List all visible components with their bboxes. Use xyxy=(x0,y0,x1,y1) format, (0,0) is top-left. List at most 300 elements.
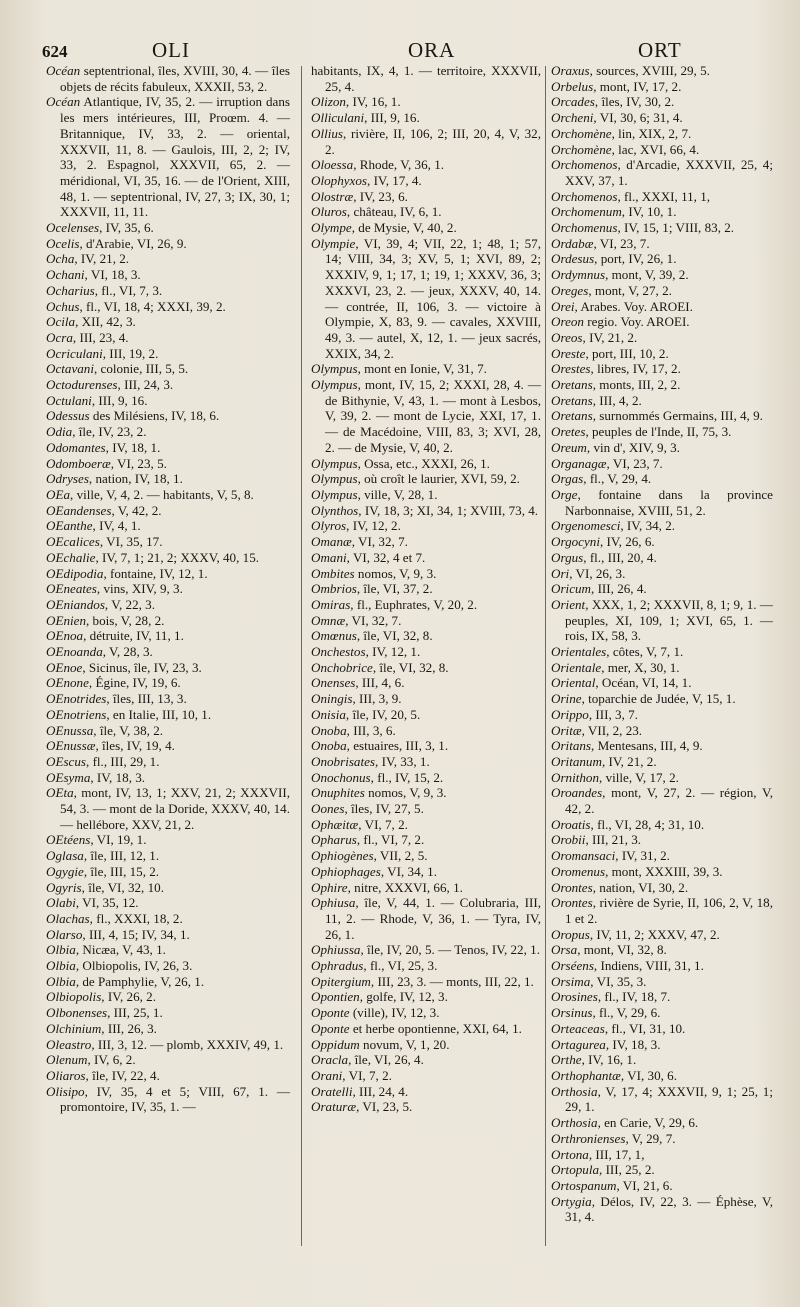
index-entry-references: , où croît le laurier, XVI, 59, 2. xyxy=(357,471,520,487)
index-entry-references: , mont, XXXIII, 39, 3. xyxy=(605,863,723,879)
index-entry-term: OEnotriens xyxy=(46,706,107,722)
index-entry-term: Oretans xyxy=(551,392,593,408)
index-entry-references: , ville, V, 28, 1. xyxy=(357,486,438,502)
index-entry-references: , III, 4, 15; IV, 34, 1. xyxy=(82,926,190,942)
index-entry xyxy=(551,251,773,267)
index-entry-term: Orani xyxy=(311,1068,343,1083)
index-entry-term: OEa xyxy=(46,486,71,502)
index-entry xyxy=(551,110,773,126)
index-entry-term: Orontes xyxy=(551,879,593,895)
index-entry-term: Oropus xyxy=(551,926,590,942)
index-entry-term: Oritanum xyxy=(551,753,602,769)
index-entry-references: , nation, IV, 18, 1. xyxy=(88,471,183,487)
index-entry-references: , III, 3, 12. — plomb, XXXIV, 49, 1. xyxy=(91,1036,284,1052)
index-entry-references: , III, 24, 4. xyxy=(352,1083,409,1099)
index-entry-references: , IV, 12, 2. xyxy=(346,518,401,534)
index-entry-term: Ortona xyxy=(551,1146,589,1162)
index-entry xyxy=(46,251,290,267)
index-entry xyxy=(551,817,773,833)
index-entry xyxy=(551,267,773,283)
index-entry-references: , IV, 17, 4. xyxy=(367,172,422,188)
index-entry xyxy=(46,377,290,393)
index-entry-term: Olisipo xyxy=(46,1083,85,1099)
index-entry-term: Ocha xyxy=(46,251,75,267)
index-entry-term: Oloessa xyxy=(311,157,354,173)
index-entry-references: , Océan, VI, 14, 1. xyxy=(595,675,692,691)
index-entry-references: , monts, III, 2, 2. xyxy=(592,377,681,393)
index-entry-references: , île, VI, 26, 4. xyxy=(348,1052,424,1068)
index-entry-term: Oreges xyxy=(551,282,589,298)
index-entry xyxy=(311,880,541,896)
index-entry-references: , VI, 21, 6. xyxy=(616,1177,673,1193)
index-entry-term: Olbiopolis xyxy=(46,989,102,1005)
index-entry-term: Orthronienses xyxy=(551,1130,626,1146)
index-entry-references: , IV, 6, 2. xyxy=(87,1052,136,1068)
index-entry-references: nomos, V, 9, 3. xyxy=(364,785,447,801)
index-entry-term: Olliculani xyxy=(311,110,365,126)
index-entry-references: , fl., VI, 28, 4; 31, 10. xyxy=(590,816,705,832)
index-entry xyxy=(311,110,541,126)
index-entry xyxy=(551,1005,773,1021)
index-entry-references: et herbe opontienne, XXI, 64, 1. xyxy=(349,1020,522,1036)
index-entry xyxy=(551,471,773,487)
index-entry-references: , île, V, 38, 2. xyxy=(93,722,164,738)
index-entry xyxy=(551,675,773,691)
index-entry-references: Atlantique, IV, 35, 2. — irruption dans les mers intérieures, III, Proœm. 4. — Britannique, IV, 33, 2. — oriental, XXXVII, 11, 8. — Gaulois, III, 2, 2; IV, 33, 2. Espagnol, XXXVII, 65, 2. — méridional, VI, 35, 16. — de l'Orient, XIII, 48, 1. — septentrional, IV, 27, 3; IX, 30, 1; XXXVII, 11, 11. xyxy=(60,94,290,220)
index-entry xyxy=(311,958,541,974)
index-entry xyxy=(551,738,773,754)
index-entry-references: , fl., VI, 31, 10. xyxy=(604,1020,686,1036)
index-entry-term: Orientales xyxy=(551,644,607,660)
index-entry xyxy=(551,330,773,346)
page-number: 624 xyxy=(42,42,68,61)
index-entry-term: Ocharius xyxy=(46,282,95,298)
running-head-center: ORA xyxy=(408,38,456,62)
index-entry xyxy=(551,1162,773,1178)
index-entry-term: Opontien xyxy=(311,989,360,1005)
index-entry-references: , ville, V, 17, 2. xyxy=(599,769,679,785)
index-entry xyxy=(311,1005,541,1021)
index-entry-references: , IV, 21, 2. xyxy=(601,753,657,769)
index-entry xyxy=(551,864,773,880)
index-entry-term: Ophiophages xyxy=(311,863,381,879)
index-entry-term: Oluros xyxy=(311,204,347,220)
index-entry-term: Ordesus xyxy=(551,251,595,267)
index-entry-term: Omnæ xyxy=(311,612,346,628)
index-entry-term: Omiras xyxy=(311,596,351,612)
index-entry-term: Onobrisates xyxy=(311,753,376,769)
index-entry-term: Olbonenses xyxy=(46,1005,108,1021)
index-entry-term: Orgocyni xyxy=(551,534,600,550)
index-entry-term: Olympus xyxy=(311,471,358,487)
index-entry xyxy=(551,361,773,377)
index-entry-term: Organagæ xyxy=(551,455,607,471)
index-entry-references: , III, 24, 3. xyxy=(117,377,174,393)
index-entry-term: Onochonus xyxy=(311,769,371,785)
index-entry-references: , VI, 23, 5. xyxy=(110,455,167,471)
index-entry-references: , IV, 11, 2; XXXV, 47, 2. xyxy=(589,926,720,942)
index-entry-term: Orchomène xyxy=(551,125,612,141)
index-entry-term: Ogygie xyxy=(46,863,84,879)
index-entry-references: , IV, 33, 1. xyxy=(375,753,430,769)
index-entry-term: Octodurenses xyxy=(46,377,118,393)
index-entry xyxy=(311,832,541,848)
index-entry-term: Onuphites xyxy=(311,785,365,801)
index-entry xyxy=(311,660,541,676)
index-entry-references: , Arabes. Voy. AROEI. xyxy=(574,298,693,314)
index-entry-term: Oreos xyxy=(551,329,583,345)
index-entry-references: , fl., IV, 18, 7. xyxy=(597,989,671,1005)
index-entry xyxy=(311,754,541,770)
index-column-left xyxy=(46,63,290,1115)
index-entry-references: , III, 3, 6. xyxy=(346,722,396,738)
index-entry-term: Omanæ xyxy=(311,534,352,550)
index-entry-references: , lac, XVI, 66, 4. xyxy=(611,141,700,157)
index-entry-references: , IV, 18, 3. xyxy=(605,1036,661,1052)
index-entry-references: , île, III, 12, 1. xyxy=(83,848,160,864)
index-entry xyxy=(46,1084,290,1115)
index-entry xyxy=(551,142,773,158)
index-entry xyxy=(46,597,290,613)
index-entry-references: , nitre, XXXVI, 66, 1. xyxy=(347,879,463,895)
index-entry-term: Odryses xyxy=(46,471,89,487)
index-entry-references: , estuaires, III, 3, 1. xyxy=(346,738,449,754)
index-entry-references: , île, IV, 20, 5. — Tenos, IV, 22, 1. xyxy=(360,942,540,958)
index-column-middle xyxy=(311,63,541,1115)
index-entry-references: nomos, V, 9, 3. xyxy=(354,565,437,581)
index-entry xyxy=(311,361,541,377)
index-entry-references: , îles, IV, 19, 4. xyxy=(95,738,175,754)
index-entry xyxy=(551,534,773,550)
index-entry-references: , vins, XIV, 9, 3. xyxy=(96,581,183,597)
index-entry-references: , d'Arcadie, XXXVII, 25, 4; XXV, 37, 1. xyxy=(565,157,773,188)
index-entry xyxy=(551,487,773,518)
index-entry xyxy=(311,189,541,205)
index-entry-references: , sources, XVIII, 29, 5. xyxy=(589,63,710,78)
index-entry-term: Ocila xyxy=(46,314,76,330)
index-entry-references: , IV, 4, 1. xyxy=(92,518,141,534)
index-entry xyxy=(311,157,541,173)
index-entry xyxy=(551,94,773,110)
index-entry-term: Olynthos xyxy=(311,502,359,518)
index-entry xyxy=(311,566,541,582)
column-rule-right xyxy=(545,66,546,1246)
index-entry-term: Orsima xyxy=(551,973,591,989)
index-entry-references: , rivière de Syrie, II, 106, 2, V, 18, 1 et 2. xyxy=(565,895,773,926)
index-entry-references: , XII, 42, 3. xyxy=(75,314,136,330)
index-entry-term: Olympie xyxy=(311,235,356,251)
index-entry xyxy=(46,989,290,1005)
index-entry xyxy=(551,1115,773,1131)
index-entry-references: , III, 23, 4. xyxy=(72,329,129,345)
index-entry-term: Onchobrice xyxy=(311,659,373,675)
index-entry-references: , toparchie de Judée, V, 15, 1. xyxy=(581,691,736,707)
index-entry xyxy=(551,974,773,990)
index-entry xyxy=(551,1131,773,1147)
index-entry xyxy=(311,236,541,362)
index-entry-references: , IV, 16, 1. xyxy=(581,1052,637,1068)
index-entry-term: Oriental xyxy=(551,675,596,691)
index-entry-term: Ollius xyxy=(311,125,344,141)
index-entry-references: , IV, 35, 4 et 5; VIII, 67, 1. — promontoire, IV, 35, 1. — xyxy=(60,1083,290,1115)
index-entry-term: Oliaros xyxy=(46,1068,86,1083)
index-entry xyxy=(46,518,290,534)
index-entry-references: , Égine, IV, 19, 6. xyxy=(88,675,181,691)
index-entry xyxy=(551,189,773,205)
index-entry xyxy=(311,94,541,110)
index-entry xyxy=(46,628,290,644)
index-entry-references: , de Mysie, V, 40, 2. xyxy=(351,220,457,236)
index-entry-references: , fl., Euphrates, V, 20, 2. xyxy=(350,596,478,612)
index-entry-term: Orgus xyxy=(551,549,584,565)
index-entry-references: , fl., VI, 25, 3. xyxy=(363,958,438,974)
index-entry xyxy=(311,738,541,754)
index-entry xyxy=(46,236,290,252)
index-entry-term: Oretes xyxy=(551,424,586,440)
index-entry-term: OEnone xyxy=(46,675,89,691)
index-entry-references: , en Italie, III, 10, 1. xyxy=(106,706,212,722)
index-entry xyxy=(46,330,290,346)
index-entry xyxy=(46,220,290,236)
column-rule-left xyxy=(301,66,302,1246)
index-entry-references: , III, 4, 2. xyxy=(592,392,642,408)
index-entry-term: Onisia xyxy=(311,706,346,722)
index-entry xyxy=(311,848,541,864)
index-entry xyxy=(311,597,541,613)
index-entry xyxy=(46,424,290,440)
index-entry xyxy=(551,754,773,770)
index-entry-term: OEta xyxy=(46,785,74,801)
index-entry-term: Opharus xyxy=(311,832,357,848)
index-entry-term: Ortopula xyxy=(551,1162,600,1178)
index-entry-references: , mont, VI, 32, 8. xyxy=(577,942,667,958)
index-entry xyxy=(46,1068,290,1084)
index-entry xyxy=(551,785,773,816)
index-entry-term: Orei xyxy=(551,298,575,314)
index-entry xyxy=(46,895,290,911)
index-entry xyxy=(551,660,773,676)
index-entry xyxy=(311,173,541,189)
index-entry xyxy=(311,942,541,958)
index-entry xyxy=(46,299,290,315)
index-entry-term: Océan xyxy=(46,94,81,110)
index-entry xyxy=(311,723,541,739)
index-entry-references: (ville), IV, 12, 3. xyxy=(349,1005,440,1021)
index-entry-term: Omœnus xyxy=(311,628,357,644)
index-entry xyxy=(311,1099,541,1115)
index-entry-term: Olympus xyxy=(311,486,358,502)
index-entry-references: , fontaine dans la province Narbonnaise, XVIII, 51, 2. xyxy=(565,486,773,518)
index-entry-references: , fl., III, 20, 4. xyxy=(583,549,657,565)
index-entry-references: , de Pamphylie, V, 26, 1. xyxy=(75,973,205,989)
index-entry xyxy=(46,408,290,424)
index-entry xyxy=(46,283,290,299)
index-entry-references: , V, 29, 7. xyxy=(625,1130,676,1146)
index-entry-term: Orge xyxy=(551,486,578,502)
index-entry-references: , îles, III, 13, 3. xyxy=(106,691,187,707)
index-entry-term: OEnotrides xyxy=(46,691,107,707)
index-entry-references: , mont, IV, 13, 1; XXV, 21, 2; XXXVII, 54, 3. — mont de la Doride, XXXV, 40, 14. — hellébore, XXV, 21, 2. xyxy=(60,785,290,832)
index-entry-references: , III, 3, 7. xyxy=(588,706,638,722)
index-entry xyxy=(311,1021,541,1037)
index-entry xyxy=(46,581,290,597)
index-entry xyxy=(46,1021,290,1037)
index-entry-references: , mont, IV, 17, 2. xyxy=(593,78,682,94)
index-entry xyxy=(46,691,290,707)
index-entry-term: Orchomenum xyxy=(551,204,622,220)
index-entry-references: , détruite, IV, 11, 1. xyxy=(83,628,184,644)
index-entry-references: des Milésiens, IV, 18, 6. xyxy=(89,408,220,424)
index-entry-references: , lin, XIX, 2, 7. xyxy=(611,125,692,141)
index-entry-references: , nation, VI, 30, 2. xyxy=(592,879,689,895)
index-entry-term: Orosines xyxy=(551,989,598,1005)
index-entry-term: Olyros xyxy=(311,518,347,534)
index-entry xyxy=(46,723,290,739)
index-entry-term: Olbia xyxy=(46,973,76,989)
index-entry-term: Orgas xyxy=(551,471,584,487)
index-entry xyxy=(46,754,290,770)
index-entry-references: , IV, 10, 1. xyxy=(621,204,677,220)
index-entry xyxy=(551,691,773,707)
index-entry-term: Ocelis xyxy=(46,235,80,251)
index-entry-references: , III, 9, 16. xyxy=(364,110,420,126)
index-entry xyxy=(311,487,541,503)
index-entry-references: septentrional, îles, XVIII, 30, 4. — îles objets de récits fabuleux, XXXII, 53, 2. xyxy=(60,63,290,94)
index-entry xyxy=(551,942,773,958)
index-entry xyxy=(46,675,290,691)
index-entry-term: Olympus xyxy=(311,361,358,377)
index-entry-references: , libres, IV, 17, 2. xyxy=(590,361,681,377)
index-entry-term: Olympus xyxy=(311,455,358,471)
index-entry xyxy=(551,880,773,896)
index-entry-references: , IV, 23, 6. xyxy=(353,188,408,204)
index-entry-references: , V, 17, 4; XXXVII, 9, 1; 25, 1; 29, 1. xyxy=(565,1083,773,1115)
index-entry xyxy=(551,1021,773,1037)
index-entry-references: , III, 3, 9. xyxy=(352,691,402,707)
index-entry xyxy=(551,126,773,142)
index-entry-term: Orthosia xyxy=(551,1115,598,1131)
index-entry-term: Orontes xyxy=(551,895,593,911)
index-entry-term: Ochus xyxy=(46,298,80,314)
index-entry-references: , V, 22, 3. xyxy=(104,596,156,612)
index-entry xyxy=(46,880,290,896)
index-entry-references: , île, VI, 32, 10. xyxy=(81,879,164,895)
index-entry-term: Oreste xyxy=(551,345,586,361)
index-entry-references: , VI, 26, 3. xyxy=(569,565,626,581)
index-entry-references: , golfe, IV, 12, 3. xyxy=(359,989,448,1005)
index-entry-term: Oppidum xyxy=(311,1036,360,1052)
index-entry-references: , mont en Ionie, V, 31, 7. xyxy=(357,361,487,377)
index-entry-term: Olbia xyxy=(46,958,76,974)
index-entry-term: Orséens xyxy=(551,958,594,974)
index-entry-term: Octulani xyxy=(46,392,92,408)
index-entry-term: Onchestos xyxy=(311,644,366,660)
index-entry-references: , VI, 32, 7. xyxy=(345,612,402,628)
index-entry xyxy=(551,723,773,739)
index-entry-term: Orchomenus xyxy=(551,220,618,236)
index-entry-references: , Mentesans, III, 4, 9. xyxy=(591,738,703,754)
index-entry-references: , en Carie, V, 29, 6. xyxy=(597,1115,699,1131)
index-entry-term: Ombrios xyxy=(311,581,357,597)
index-entry-references: , IV, 31, 2. xyxy=(615,848,670,864)
index-entry-references: , fl., VI, 18, 4; XXXI, 39, 2. xyxy=(79,298,226,314)
index-column-right xyxy=(551,63,773,1225)
index-entry-term: Ochani xyxy=(46,267,85,283)
index-entry-term: Orsa xyxy=(551,942,578,958)
index-entry-term: Oones xyxy=(311,801,345,817)
index-entry xyxy=(311,63,541,94)
index-entry xyxy=(46,1005,290,1021)
index-entry xyxy=(551,1147,773,1163)
index-entry-references: , VI, 35, 17. xyxy=(99,534,163,550)
index-entry-term: Odia xyxy=(46,424,73,440)
index-entry-references: , VII, 2, 23. xyxy=(581,722,643,738)
index-entry-references: , VI, 35, 3. xyxy=(590,973,647,989)
index-entry xyxy=(551,895,773,926)
index-entry xyxy=(46,942,290,958)
index-entry xyxy=(551,989,773,1005)
index-entry-references: , III, 21, 3. xyxy=(585,832,642,848)
index-entry xyxy=(311,974,541,990)
index-entry-term: Orchomène xyxy=(551,141,612,157)
index-entry-term: Odomantes xyxy=(46,439,106,455)
index-entry-term: Oglasa xyxy=(46,848,84,864)
index-entry xyxy=(551,79,773,95)
index-entry xyxy=(311,989,541,1005)
index-entry-term: Oreum xyxy=(551,439,587,455)
index-entry xyxy=(46,864,290,880)
index-entry-references: , III, 25, 1. xyxy=(107,1005,163,1021)
index-entry-references: , IV, 12, 1. xyxy=(365,644,421,660)
index-entry-references: , III, 9, 16. xyxy=(91,392,148,408)
index-entry xyxy=(46,456,290,472)
index-entry-term: OEtéens xyxy=(46,832,91,848)
index-entry-references: , VI, 32, 4 et 7. xyxy=(346,549,426,565)
index-entry-references: , îles, IV, 30, 2. xyxy=(594,94,675,110)
index-entry xyxy=(551,157,773,188)
index-entry-references: , d'Arabie, VI, 26, 9. xyxy=(79,235,187,251)
index-entry xyxy=(46,832,290,848)
index-entry-references: , île, IV, 23, 2. xyxy=(72,424,147,440)
index-entry-references: , VI, 7, 2. xyxy=(342,1068,392,1083)
index-entry-term: Oritæ xyxy=(551,722,582,738)
index-entry-references: , fl., VI, 7, 2. xyxy=(356,832,425,848)
index-entry xyxy=(46,1037,290,1053)
index-entry xyxy=(46,660,290,676)
index-entry xyxy=(551,408,773,424)
index-entry-references: , IV, 21, 2. xyxy=(582,329,638,345)
index-entry-references: , VI, 30, 6. xyxy=(620,1068,677,1083)
index-entry xyxy=(551,1084,773,1115)
index-entry-term: OEnussæ xyxy=(46,738,96,754)
index-entry-term: OEcalices xyxy=(46,534,100,550)
index-entry-references: , île, VI, 37, 2. xyxy=(356,581,433,597)
index-entry-term: Orthe xyxy=(551,1052,582,1068)
index-entry-term: OEdipodia xyxy=(46,565,104,581)
index-entry xyxy=(311,644,541,660)
index-entry-term: Ophiussa xyxy=(311,942,361,958)
index-entry-term: Ornithon xyxy=(551,769,600,785)
index-entry-term: Ortagurea xyxy=(551,1036,606,1052)
index-entry xyxy=(311,1068,541,1084)
index-entry xyxy=(311,628,541,644)
index-entry xyxy=(551,314,773,330)
index-entry-term: Olbia xyxy=(46,942,76,958)
running-header xyxy=(0,36,800,62)
index-entry-term: Omani xyxy=(311,549,347,565)
index-entry xyxy=(551,393,773,409)
index-entry-references: , III, 25, 2. xyxy=(599,1162,655,1178)
